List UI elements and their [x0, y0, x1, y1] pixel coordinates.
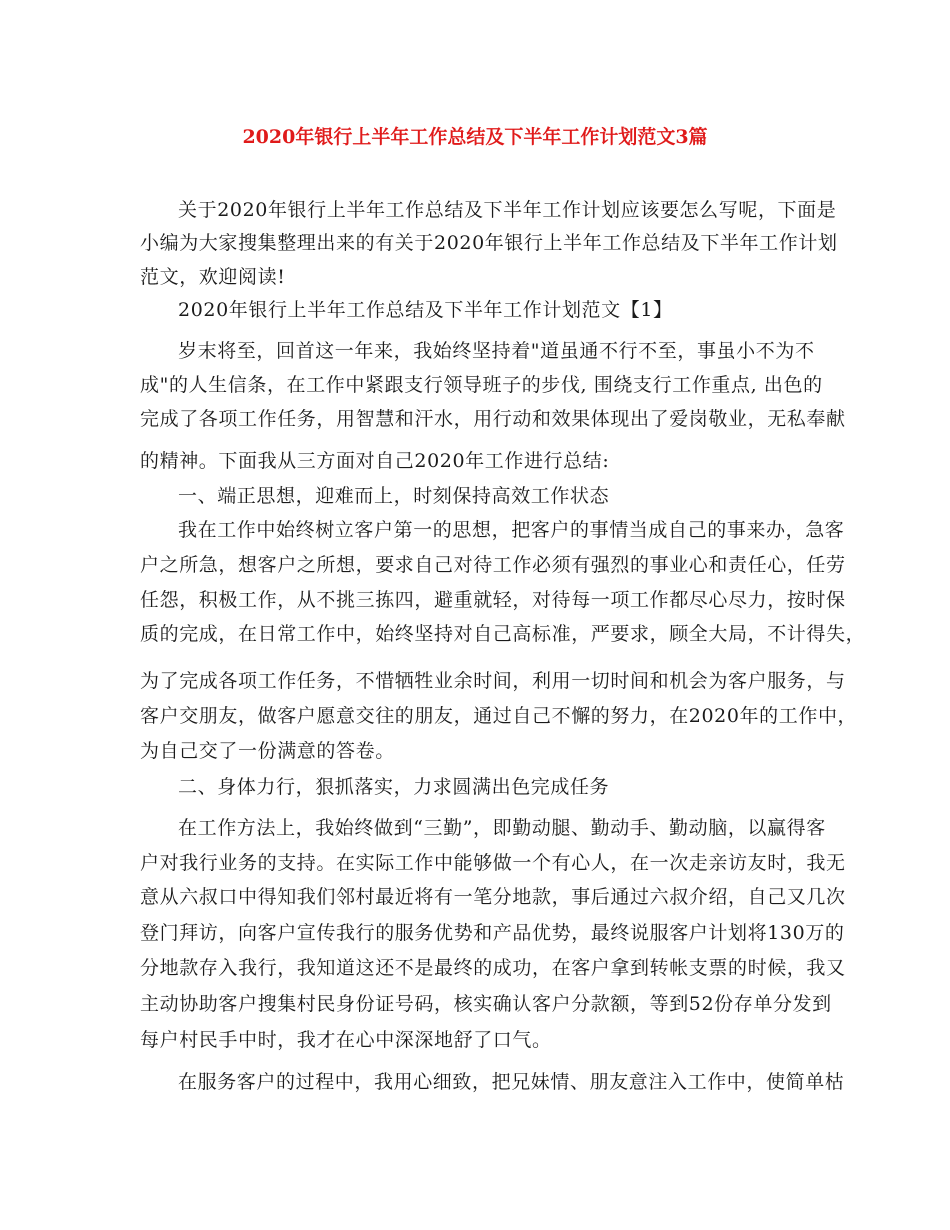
paragraph-line: 意从六叔口中得知我们邻村最近将有一笔分地款，事后通过六叔介绍，自己又几次 — [140, 886, 846, 908]
paragraph-line: 范文，欢迎阅读! — [140, 266, 286, 288]
paragraph-line: 分地款存入我行，我知道这还不是最终的成功，在客户拿到转帐支票的时候，我又 — [140, 957, 846, 979]
paragraph-line: 每户村民手中时，我才在心中深深地舒了口气。 — [140, 1029, 552, 1051]
document-title: 2020年银行上半年工作总结及下半年工作计划范文3篇 — [242, 126, 708, 148]
paragraph-line: 登门拜访，向客户宣传我行的服务优势和产品优势，最终说服客户计划将130万的 — [140, 922, 845, 944]
paragraph-line: 小编为大家搜集整理出来的有关于2020年银行上半年工作总结及下半年工作计划 — [140, 232, 838, 254]
paragraph-line: 为自己交了一份满意的答卷。 — [140, 740, 395, 762]
paragraph-line: 在工作方法上，我始终做到“三勤”，即勤动腿、勤动手、勤动脑，以赢得客 — [178, 817, 826, 839]
section-heading: 一、端正思想，迎难而上，时刻保持高效工作状态 — [178, 485, 610, 507]
paragraph-line: 的精神。下面我从三方面对自己2020年工作进行总结: — [140, 450, 610, 472]
paragraph-line: 为了完成各项工作任务，不惜牺牲业余时间，利用一切时间和机会为客户服务，与 — [140, 670, 846, 692]
paragraph-line: 岁末将至，回首这一年来，我始终坚持着"道虽通不行不至，事虽小不为不 — [178, 340, 815, 362]
paragraph-line: 客户交朋友，做客户愿意交往的朋友，通过自己不懈的努力，在2020年的工作中， — [140, 705, 858, 727]
paragraph-line: 在服务客户的过程中，我用心细致，把兄妹情、朋友意注入工作中，使简单枯 — [178, 1071, 845, 1093]
section-heading: 2020年银行上半年工作总结及下半年工作计划范文【1】 — [178, 299, 673, 321]
section-heading: 二、身体力行，狠抓落实，力求圆满出色完成任务 — [178, 776, 610, 798]
paragraph-line: 户之所急，想客户之所想，要求自己对待工作必须有强烈的事业心和责任心，任劳 — [140, 554, 846, 576]
paragraph-line: 我在工作中始终树立客户第一的思想，把客户的事情当成自己的事来办，急客 — [178, 519, 845, 541]
paragraph-line: 任怨，积极工作，从不挑三拣四，避重就轻，对待每一项工作都尽心尽力，按时保 — [140, 589, 846, 611]
paragraph-line: 关于2020年银行上半年工作总结及下半年工作计划应该要怎么写呢，下面是 — [178, 199, 837, 221]
paragraph-line: 质的完成，在日常工作中，始终坚持对自己高标准，严要求，顾全大局，不计得失， — [140, 623, 866, 645]
paragraph-line: 完成了各项工作任务，用智慧和汗水，用行动和效果体现出了爱岗敬业，无私奉献 — [140, 408, 846, 430]
paragraph-line: 户对我行业务的支持。在实际工作中能够做一个有心人，在一次走亲访友时，我无 — [140, 852, 846, 874]
paragraph-line: 成"的人生信条，在工作中紧跟支行领导班子的步伐, 围绕支行工作重点, 出色的 — [140, 374, 823, 396]
paragraph-line: 主动协助客户搜集村民身份证号码，核实确认客户分款额，等到52份存单分发到 — [140, 993, 832, 1015]
